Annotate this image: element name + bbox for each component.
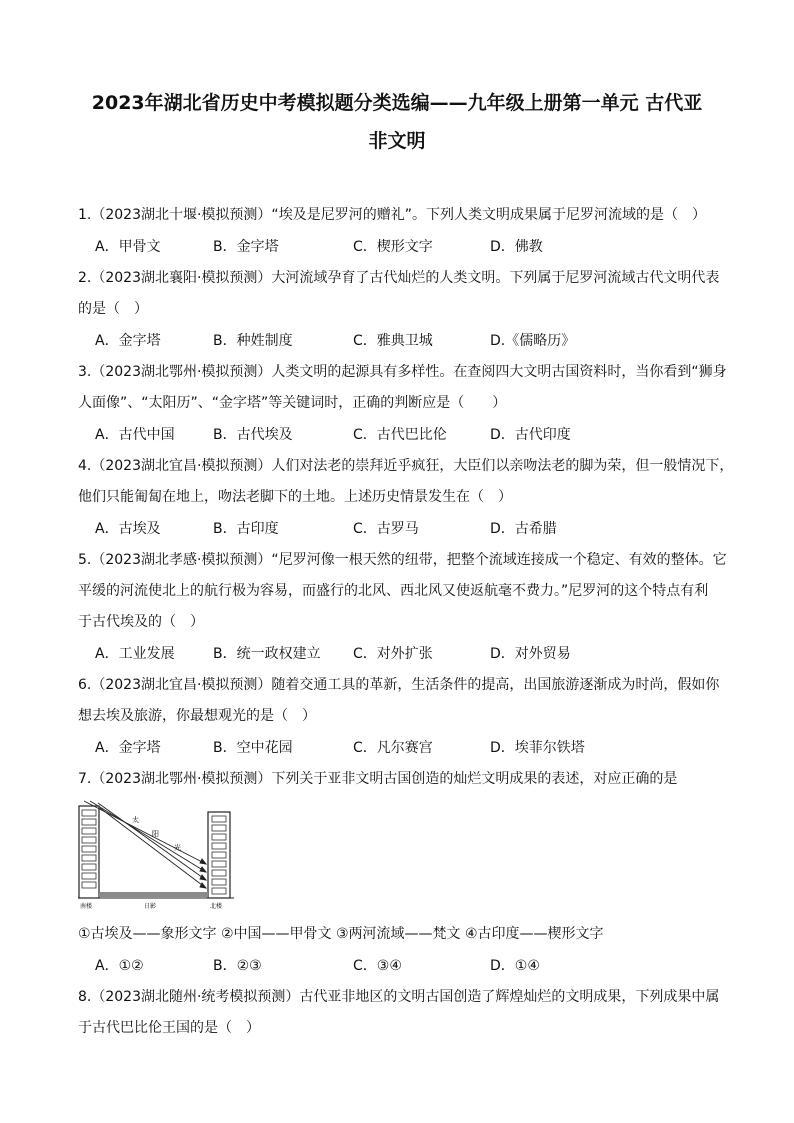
q7-option-a[interactable]: A．①② bbox=[95, 958, 144, 974]
question-3-stem-line-2: 人面像”、“太阳历”、“金字塔”等关键词时，正确的判断应是（ ） bbox=[78, 395, 507, 411]
question-2-stem-line-2: 的是（ ） bbox=[78, 301, 148, 317]
q6-option-d[interactable]: D．埃菲尔铁塔 bbox=[490, 740, 585, 756]
north-building bbox=[208, 812, 230, 898]
sun-rays bbox=[84, 801, 206, 888]
label-sun-1: 太 bbox=[132, 816, 139, 824]
q5-option-a[interactable]: A．工业发展 bbox=[95, 646, 175, 662]
q3-option-b[interactable]: B．古代埃及 bbox=[213, 427, 293, 443]
question-5-stem-line-3: 于古代埃及的（ ） bbox=[78, 614, 204, 630]
q4-option-c[interactable]: C．古罗马 bbox=[353, 521, 419, 537]
q2-option-d[interactable]: D.《儒略历》 bbox=[490, 333, 576, 349]
q5-option-b[interactable]: B．统一政权建立 bbox=[213, 646, 321, 662]
q7-option-b[interactable]: B．②③ bbox=[213, 958, 262, 974]
q6-option-a[interactable]: A．金字塔 bbox=[95, 740, 161, 756]
q1-option-a[interactable]: A．甲骨文 bbox=[95, 239, 161, 255]
label-shadow: 日影 bbox=[144, 903, 157, 910]
q7-option-c[interactable]: C．③④ bbox=[353, 958, 402, 974]
question-4-stem-line-2: 他们只能匍匐在地上，吻法老脚下的土地。上述历史情景发生在（ ） bbox=[78, 489, 512, 505]
question-1-stem: 1.（2023湖北十堰·模拟预测）“埃及是尼罗河的赠礼”。下列人类文明成果属于尼罗河流域的是（ ） bbox=[78, 207, 706, 223]
q6-option-c[interactable]: C．凡尔赛宫 bbox=[353, 740, 433, 756]
question-7-items: ①古埃及——象形文字 ②中国——甲骨文 ③两河流域——梵文 ④古印度——楔形文字 bbox=[78, 926, 604, 942]
q4-option-d[interactable]: D．古希腊 bbox=[490, 521, 557, 537]
document-title bbox=[60, 84, 734, 160]
south-building bbox=[79, 806, 99, 898]
shadow-bar bbox=[99, 892, 208, 897]
question-6-stem-line-1: 6.（2023湖北宜昌·模拟预测）随着交通工具的革新，生活条件的提高，出国旅游逐渐成为时尚，假如你 bbox=[78, 677, 720, 693]
q2-option-a[interactable]: A．金字塔 bbox=[95, 333, 161, 349]
question-5-stem-line-2: 平缓的河流使北上的航行极为容易，而盛行的北风、西北风又使返航毫不费力。”尼罗河的这个特点有利 bbox=[78, 583, 709, 599]
q5-option-c[interactable]: C．对外扩张 bbox=[353, 646, 433, 662]
question-8-stem-line-2: 于古代巴比伦王国的是（ ） bbox=[78, 1020, 260, 1036]
sun-shadow-diagram bbox=[78, 800, 238, 912]
q4-option-a[interactable]: A．古埃及 bbox=[95, 521, 161, 537]
q1-option-d[interactable]: D．佛教 bbox=[490, 239, 543, 255]
question-7-stem: 7.（2023湖北鄂州·模拟预测）下列关于亚非文明古国创造的灿烂文明成果的表述，对应正确的是 bbox=[78, 771, 678, 787]
question-5-stem-line-1: 5.（2023湖北孝感·模拟预测）“尼罗河像一根天然的纽带，把整个流域连接成一个稳定、有效的整体。它 bbox=[78, 552, 727, 568]
q3-option-d[interactable]: D．古代印度 bbox=[490, 427, 571, 443]
question-2-stem-line-1: 2.（2023湖北襄阳·模拟预测）大河流域孕育了古代灿烂的人类文明。下列属于尼罗河流域古代文明代表 bbox=[78, 270, 720, 286]
q3-option-c[interactable]: C．古代巴比伦 bbox=[353, 427, 447, 443]
q6-option-b[interactable]: B．空中花园 bbox=[213, 740, 293, 756]
question-6-stem-line-2: 想去埃及旅游，你最想观光的是（ ） bbox=[78, 708, 316, 724]
q5-option-d[interactable]: D．对外贸易 bbox=[490, 646, 571, 662]
title-line-2: 非文明 bbox=[368, 130, 426, 152]
label-sun-2: 阳 bbox=[152, 830, 159, 838]
title-line-1: 2023年湖北省历史中考模拟题分类选编——九年级上册第一单元 古代亚 bbox=[91, 92, 703, 114]
q2-option-c[interactable]: C．雅典卫城 bbox=[353, 333, 433, 349]
label-sun-3: 光 bbox=[174, 844, 181, 852]
q1-option-c[interactable]: C．楔形文字 bbox=[353, 239, 433, 255]
q1-option-b[interactable]: B．金字塔 bbox=[213, 239, 279, 255]
question-8-stem-line-1: 8.（2023湖北随州·统考模拟预测）古代亚非地区的文明古国创造了辉煌灿烂的文明成果，下列成果中属 bbox=[78, 989, 720, 1005]
question-4-stem-line-1: 4.（2023湖北宜昌·模拟预测）人们对法老的崇拜近乎疯狂，大臣们以亲吻法老的脚为荣，但一般情况下， bbox=[78, 458, 734, 474]
label-north-building: 北楼 bbox=[210, 903, 223, 910]
label-south-building: 南楼 bbox=[80, 903, 93, 910]
q7-option-d[interactable]: D．①④ bbox=[490, 958, 540, 974]
q2-option-b[interactable]: B．种姓制度 bbox=[213, 333, 293, 349]
question-3-stem-line-1: 3.（2023湖北鄂州·模拟预测）人类文明的起源具有多样性。在查阅四大文明古国资料时，当你看到“狮身 bbox=[78, 364, 727, 380]
q3-option-a[interactable]: A．古代中国 bbox=[95, 427, 175, 443]
q4-option-b[interactable]: B．古印度 bbox=[213, 521, 279, 537]
